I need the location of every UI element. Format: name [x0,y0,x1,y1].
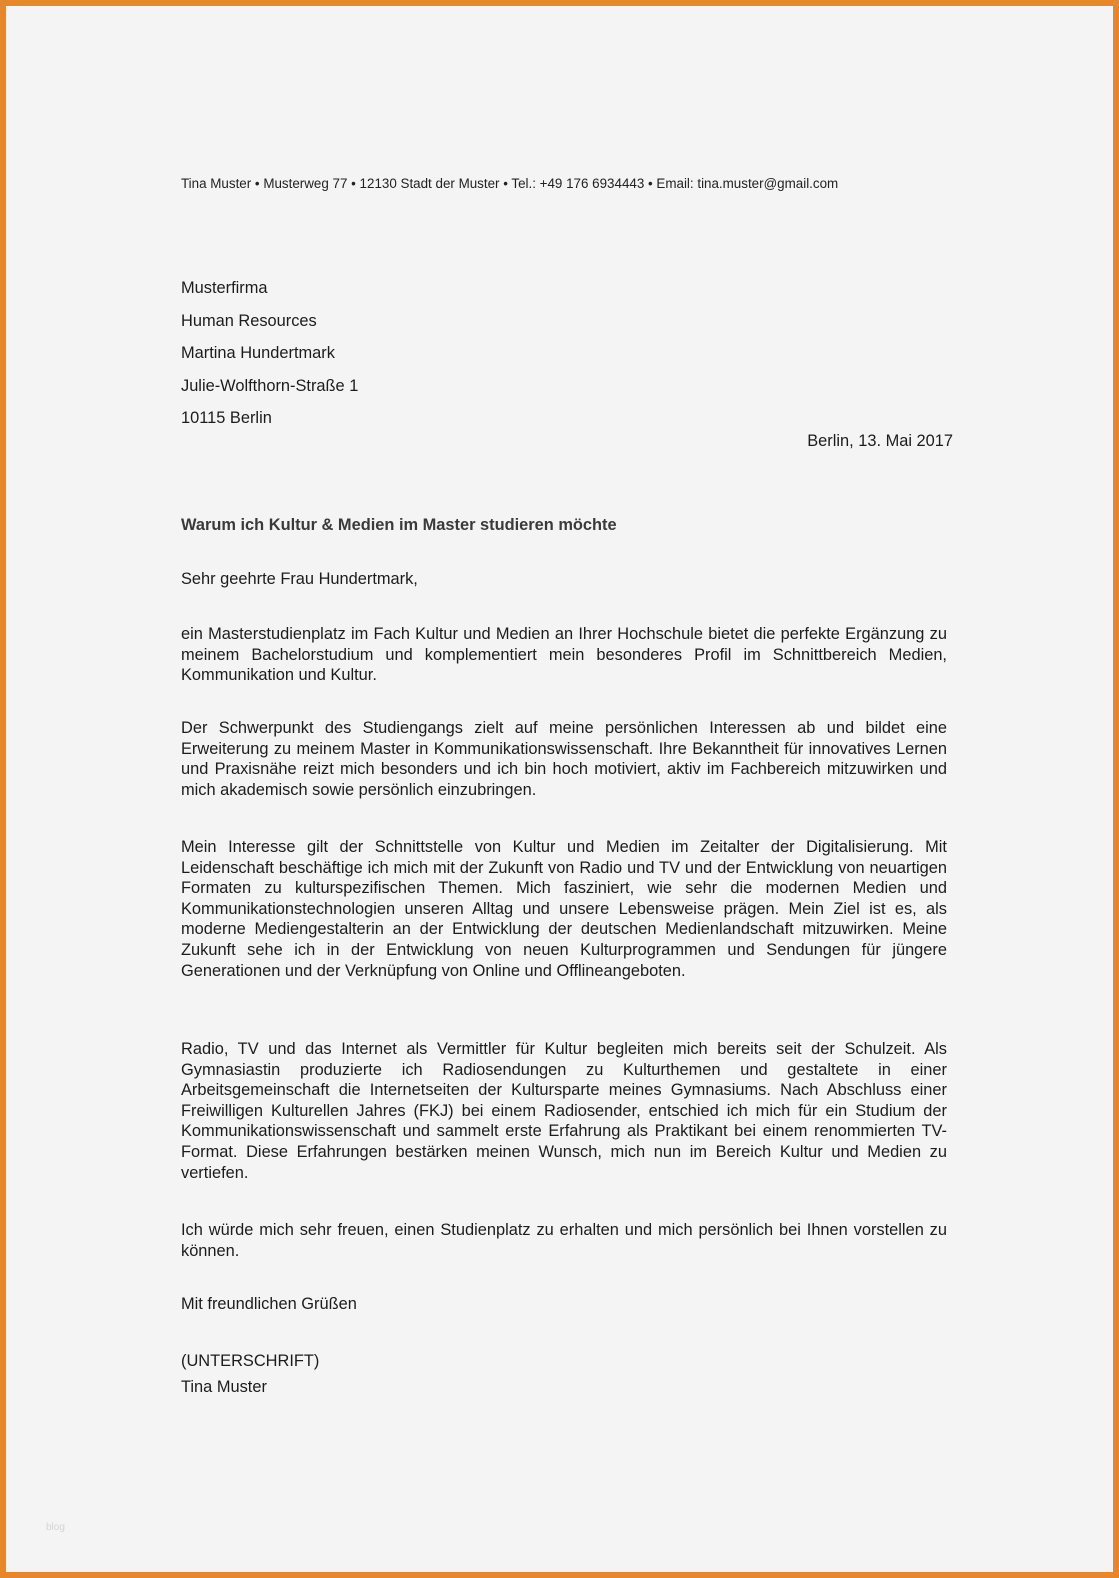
recipient-name: Martina Hundertmark [181,344,335,362]
letter-date: Berlin, 13. Mai 2017 [807,432,953,450]
recipient-city: 10115 Berlin [181,409,272,427]
watermark: blog [46,1522,65,1533]
salutation: Sehr geehrte Frau Hundertmark, [181,570,418,588]
body-paragraph: ein Masterstudienplatz im Fach Kultur und Medien an Ihrer Hochschule bietet die perfekte Ergänzung zu meinem Bachelorstudium und komplementiert mein besonderes Profil im Schnittbereich Medien, Kommunikation und Kultur. [181,625,947,685]
recipient-address [181,272,358,435]
signature-placeholder: (UNTERSCHRIFT) [181,1352,320,1370]
body-paragraph: Der Schwerpunkt des Studiengangs zielt auf meine persönlichen Interessen ab und bildet eine Erweiterung zu meinem Master in Kommunikationswissenschaft. Ihre Bekanntheit für innovatives Lernen und Praxisnähe reizt mich besonders und ich bin hoch motiviert, aktiv im Fachbereich mitzuwirken und mich akademisch sowie persönlich einzubringen. [181,719,947,799]
recipient-department: Human Resources [181,311,317,330]
body-paragraph: Ich würde mich sehr freuen, einen Studienplatz zu erhalten und mich persönlich bei Ihnen vorstellen zu können. [181,1221,947,1260]
body-paragraph: Radio, TV und das Internet als Vermittler für Kultur begleiten mich bereits seit der Schulzeit. Als Gymnasiastin produzierte ich Radiosendungen zu Kulturthemen und gestaltete in einer Arbeitsgemeinschaft die Internetseiten der Kultursparte meines Gymnasiums. Nach Abschluss einer Freiwilligen Kulturellen Jahres (FKJ) bei einem Radiosender, entschied ich mich für ein Studium der Kommunikationswissenschaft und sammelt erste Erfahrung als Praktikant bei einem renommierten TV-Format. Diese Erfahrungen bestärken meinen Wunsch, mich nun im Bereich Kultur und Medien zu vertiefen. [181,1040,947,1182]
body-paragraph: Mein Interesse gilt der Schnittstelle von Kultur und Medien im Zeitalter der Digitalisierung. Mit Leidenschaft beschäftige ich mich mit der Zukunft von Radio und TV und der Entwicklung von neuartigen Formaten zu kulturspezifischen Themen. Mich fasziniert, wie sehr die modernen Medien und Kommunikationstechnologien unseren Alltag und unsere Lebensweise prägen. Mein Ziel ist es, als moderne Mediengestalterin an der Entwicklung der deutschen Medienlandschaft mitzuwirken. Meine Zukunft sehe ich in der Entwicklung von neuen Kulturprogrammen und Sendungen für jüngere Generationen und der Verknüpfung von Online und Offlineangeboten. [181,838,947,980]
recipient-company: Musterfirma [181,279,268,297]
signature-name: Tina Muster [181,1378,267,1396]
recipient-street: Julie-Wolfthorn-Straße 1 [181,376,359,395]
letter-subject: Warum ich Kultur & Medien im Master studieren möchte [181,516,617,534]
closing-phrase: Mit freundlichen Grüßen [181,1295,357,1313]
sender-line: Tina Muster • Musterweg 77 • 12130 Stadt der Muster • Tel.: +49 176 6934443 • Email: tina.muster@gmail.com [181,176,839,191]
signature-block [181,1348,319,1400]
